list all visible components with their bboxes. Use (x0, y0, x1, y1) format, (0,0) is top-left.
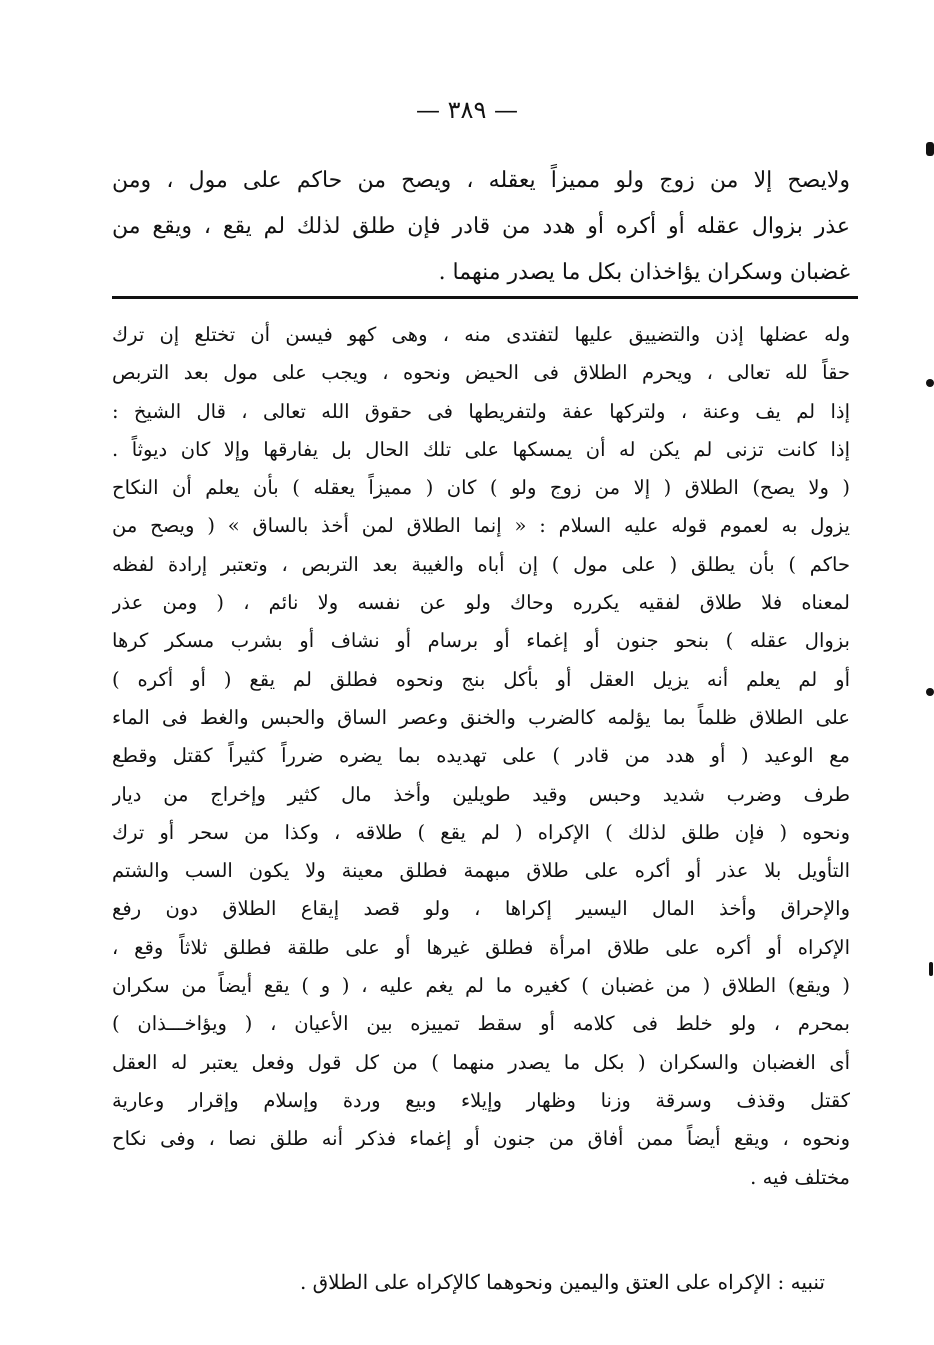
commentary-line: والإحراق وأخذ المال اليسير إكراها ، ولو قصد إيقاع الطلاق دون رفع (112, 897, 850, 921)
commentary-line: على الطلاق ظلماً بما يؤلمه كالضرب والخنق وعصر الساق والحبس والغط فى الماء (112, 705, 850, 729)
note-text: تنبيه : الإكراه على العتق واليمين ونحوهما كالإكراه على الطلاق . (299, 1270, 825, 1294)
commentary-line: كقتل وقذف وسرقة وزنا وظهار وإيلاء وبيع وردة وإسلام وإقرار وعارية (112, 1088, 850, 1112)
scan-mark (926, 142, 934, 156)
commentary-line: أو لم يعلم أنه يزيل العقل أو بأكل بنج ونحوه فطلق لم يقع ( أو أكره ) (112, 667, 850, 691)
commentary-line: حاكم ) بأن يطلق ( على مول ) إن أباه والغيبة بعد التربص ، وتعتبر إرادة لفظه (112, 552, 850, 576)
commentary-line: ونحوه ( فإن طلق لذلك ) الإكراه ( لم يقع ) طلاقه ، وكذا من سحر أو ترك (112, 820, 850, 844)
commentary-line: طرف وضرب شديد وحبس وقيد طويلين وأخذ مال كثير وإخراج من ديار (112, 782, 850, 806)
main-text-line: ولايصح إلا من زوج ولو مميزاً يعقله ، ويصح من حاكم على مول ، ومن (112, 168, 850, 193)
scan-mark (926, 379, 934, 387)
commentary-line: ( ولا يصح) الطلاق ( إلا من زوج ولو ) كان ( مميزاً يعقله ) بأن يعلم أن النكاح (112, 476, 850, 500)
commentary-line: الإكراه أو أكره على طلاق امرأة فطلق غيرها أو على طلقة فطلق ثلاثاً وقع ، (112, 935, 850, 959)
commentary-text (112, 316, 850, 1197)
commentary-line: التأويل بلا عذر أو أكره على طلاق مبهمة فطلق معينة ولا يكون السب والشتم (112, 859, 850, 883)
section-divider (112, 296, 858, 299)
commentary-line: لمعناه فلا طلاق لفقيه يكرره وحاك ولو عن نفسه ولا نائم ، ( ومن عذر (112, 591, 850, 615)
commentary-line: حقاً لله تعالى ، ويحرم الطلاق فى الحيض ونحوه ، ويجب على مول بعد التربص (112, 361, 850, 385)
scan-mark (926, 688, 934, 696)
commentary-line: إذا كانت تزنى لم يكن له أن يمسكها على تلك الحال بل يفارقها وإلا كان ديوثاً . (112, 437, 850, 461)
main-text-line: عذر بزوال عقله أو أكره أو هدد من قادر فإن طلق لذلك لم يقع ، ويقع من (112, 214, 850, 239)
commentary-line: ونحوه ، ويقع أيضاً ممن أفاق من جنون أو إغماء فذكر أنه طلق نصا ، وفى نكاح (112, 1127, 850, 1151)
commentary-line: وله عضلها إذن والتضييق عليها لتفتدى منه ، وهى كهو فيسن أن تختلع إن ترك (112, 323, 850, 346)
commentary-line: بزوال عقله ) بنحو جنون أو إغماء أو برسام أو نشاف أو بشرب مسكر كرها (112, 629, 850, 653)
main-text (112, 158, 850, 296)
commentary-line: مختلف فيه . (750, 1165, 850, 1189)
commentary-line: يزول به لعموم قوله عليه السلام : « إنما الطلاق لمن أخذ بالساق » ( ويصح من (112, 514, 850, 538)
commentary-line: أى الغضبان والسكران ( بكل ما يصدر منهما ) من كل قول وفعل يعتبر له العقل (112, 1050, 850, 1074)
commentary-line: إذا لم يف وعنة ، ولتركها عفة ولتفريطها فى حقوق الله تعالى ، قال الشيخ : (112, 399, 850, 423)
commentary-line: مع الوعيد ( أو هدد من قادر ) على تهديده بما يضره ضرراً كثيراً كقتل وقطع (112, 744, 850, 768)
page-number: — ٣٨٩ — (416, 96, 518, 124)
commentary-line: ( ويقع) الطلاق ( من غضبان ) كغيره ما لم يغم عليه ، ( و ) يقع أيضاً من سكران (112, 974, 850, 998)
main-text-line: غضبان وسكران يؤاخذان بكل ما يصدر منهما . (438, 260, 850, 285)
scan-mark (929, 962, 933, 976)
commentary-line: بمحرم ، ولو خلط فى كلامه أو سقط تمييزه بين الأعيان ، ( ويؤاخـــذان ) (112, 1012, 850, 1036)
